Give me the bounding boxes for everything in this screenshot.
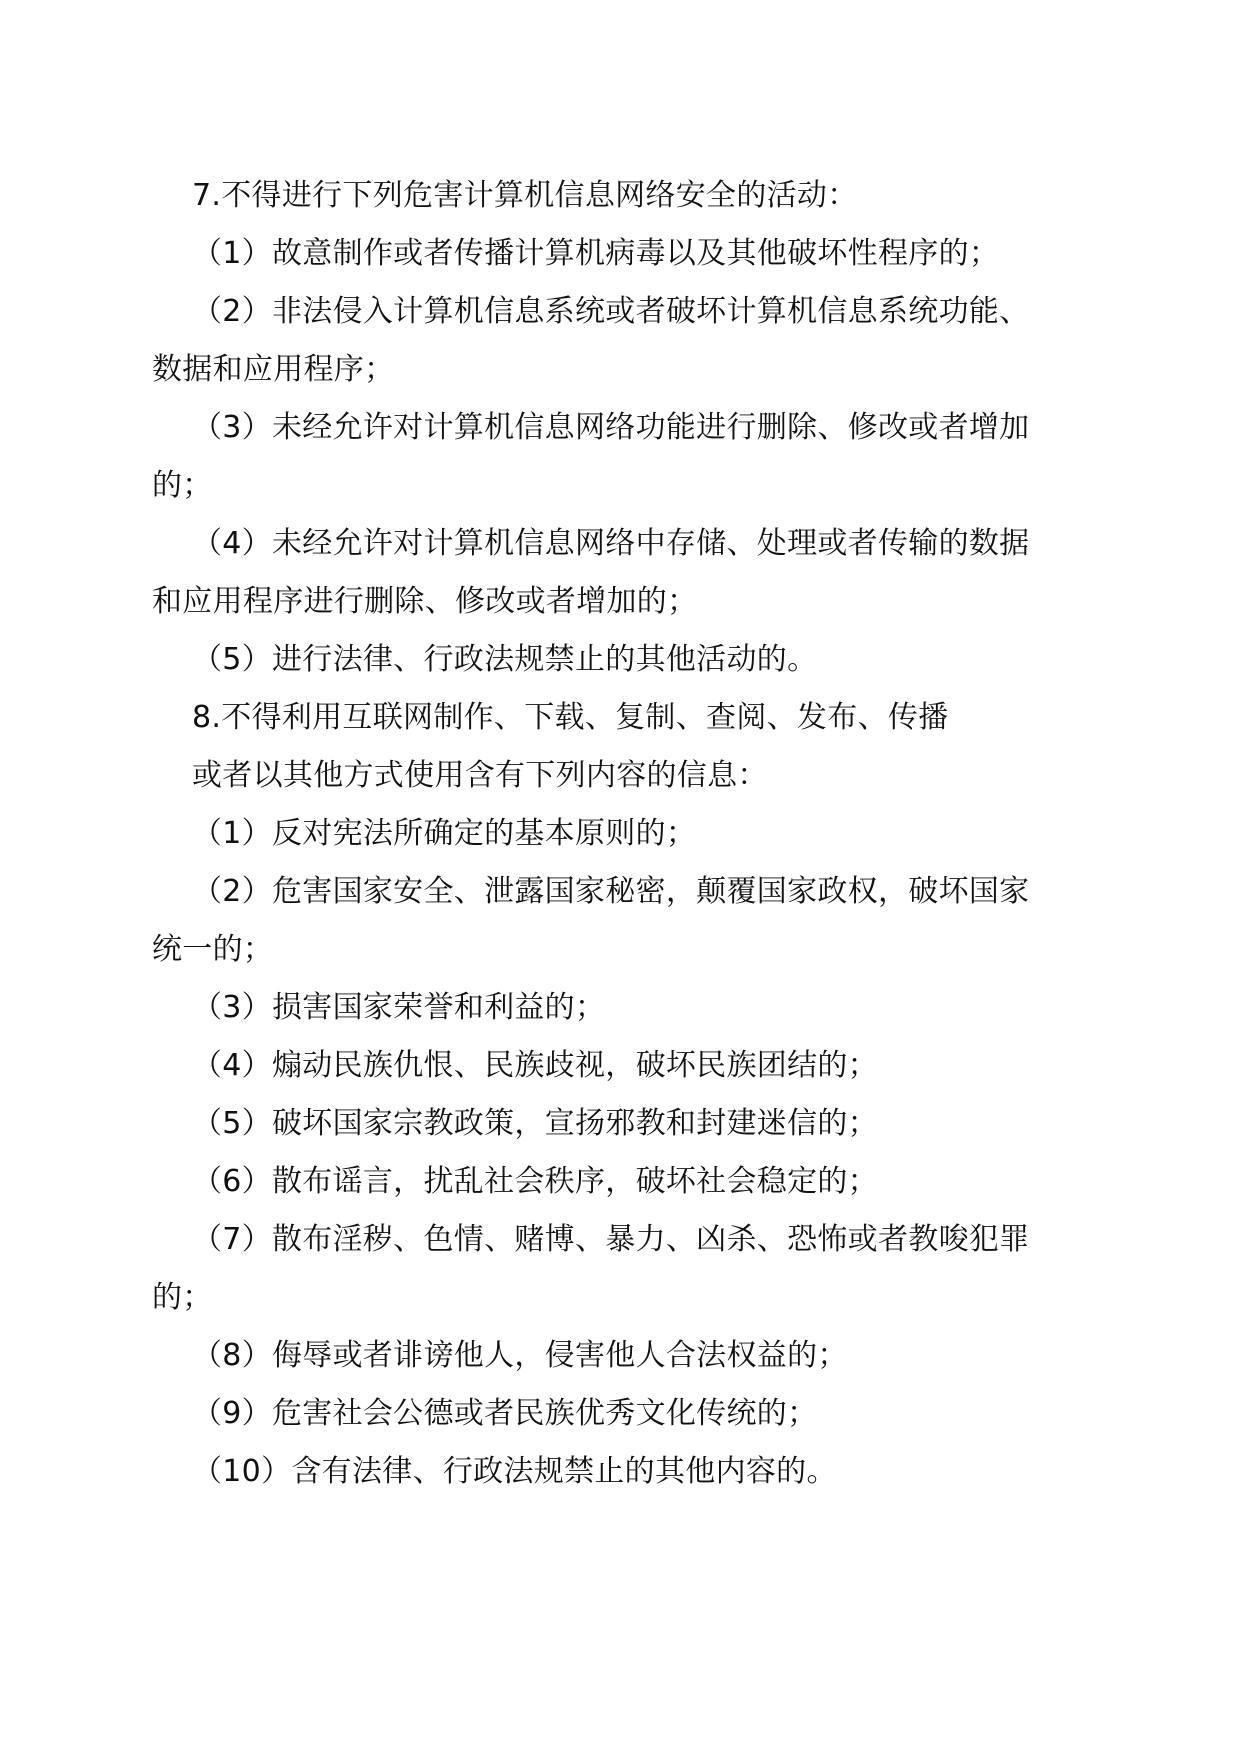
section-7-item-3: （3）未经允许对计算机信息网络功能进行删除、修改或者增加	[192, 410, 1030, 445]
section-8-item-2-continuation: 统一的；	[152, 932, 274, 967]
section-7-item-3-continuation: 的；	[152, 468, 213, 503]
section-7-item-5: （5）进行法律、行政法规禁止的其他活动的。	[192, 642, 818, 677]
section-8-item-5: （5）破坏国家宗教政策，宣扬邪教和封建迷信的；	[192, 1106, 878, 1141]
section-8-item-1: （1）反对宪法所确定的基本原则的；	[192, 816, 697, 851]
section-8-heading-line-1: 8.不得利用互联网制作、下载、复制、查阅、发布、传播	[192, 700, 949, 735]
section-7-item-4-continuation: 和应用程序进行删除、修改或者增加的；	[152, 584, 698, 619]
section-7-item-4: （4）未经允许对计算机信息网络中存储、处理或者传输的数据	[192, 526, 1030, 561]
section-8-item-2: （2）危害国家安全、泄露国家秘密，颠覆国家政权，破坏国家	[192, 874, 1030, 909]
section-8-item-4: （4）煽动民族仇恨、民族歧视，破坏民族团结的；	[192, 1048, 878, 1083]
section-7-item-2-continuation: 数据和应用程序；	[152, 352, 395, 387]
section-7-item-1: （1）故意制作或者传播计算机病毒以及其他破坏性程序的；	[192, 236, 1000, 271]
section-8-item-6: （6）散布谣言，扰乱社会秩序，破坏社会稳定的；	[192, 1164, 878, 1199]
section-7-heading: 7.不得进行下列危害计算机信息网络安全的活动：	[192, 178, 858, 213]
section-8-item-7: （7）散布淫秽、色情、赌博、暴力、凶杀、恐怖或者教唆犯罪	[192, 1222, 1030, 1257]
section-8-item-7-continuation: 的；	[152, 1280, 213, 1315]
section-8-item-3: （3）损害国家荣誉和利益的；	[192, 990, 606, 1025]
section-8-item-9: （9）危害社会公德或者民族优秀文化传统的；	[192, 1396, 818, 1431]
section-8-item-10: （10）含有法律、行政法规禁止的其他内容的。	[192, 1454, 837, 1489]
section-8-item-8: （8）侮辱或者诽谤他人，侵害他人合法权益的；	[192, 1338, 848, 1373]
section-7-item-2: （2）非法侵入计算机信息系统或者破坏计算机信息系统功能、	[192, 294, 1030, 329]
section-8-heading-line-2: 或者以其他方式使用含有下列内容的信息：	[192, 758, 768, 793]
